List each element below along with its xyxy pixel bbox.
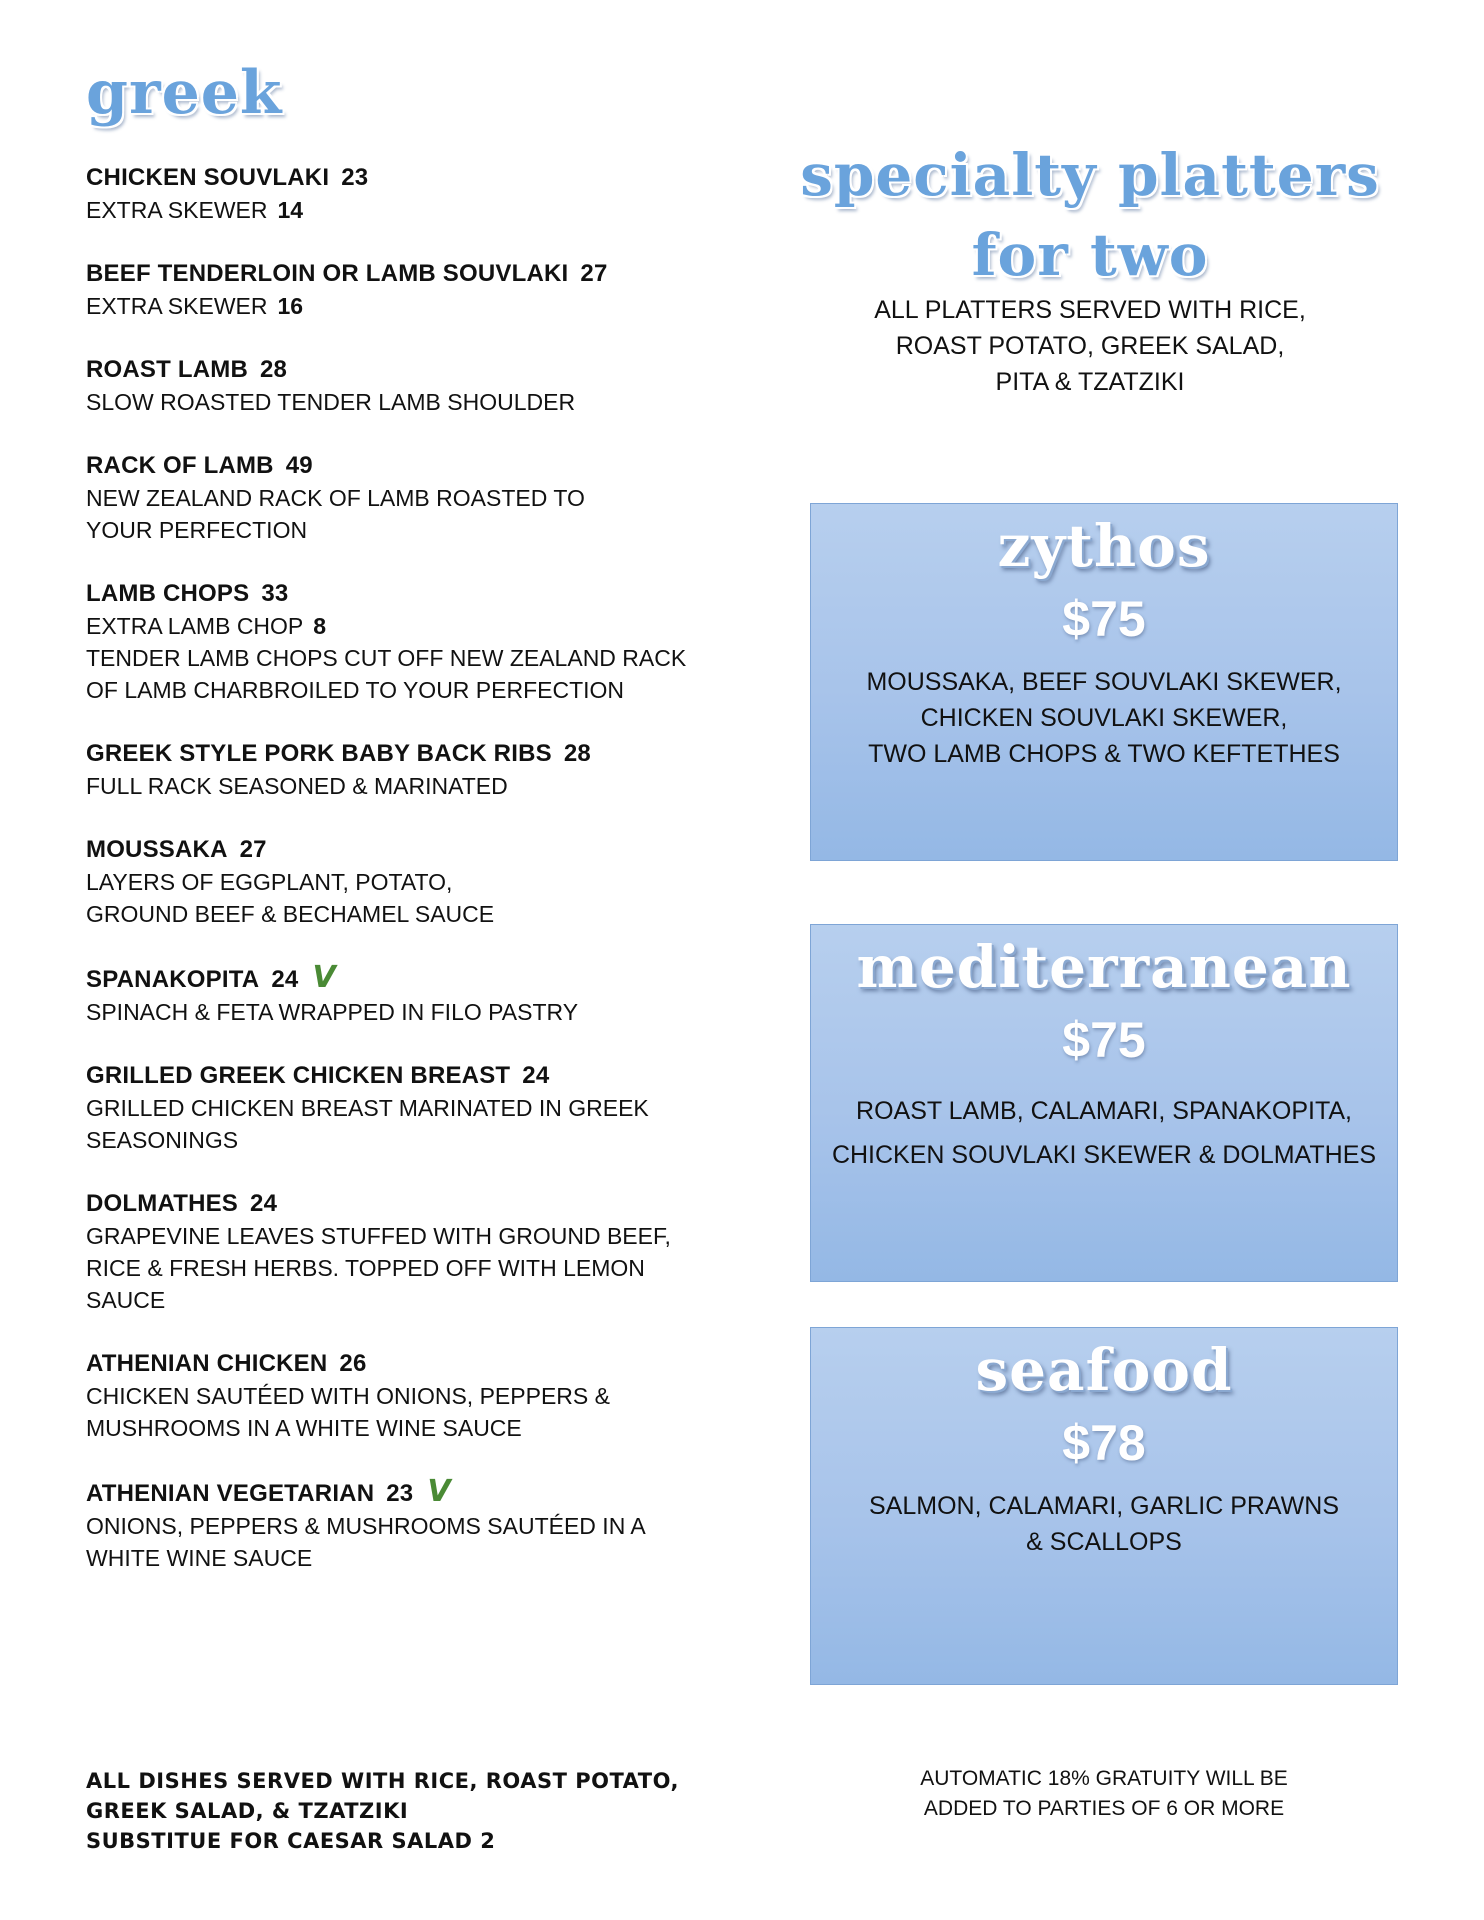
extra-price: 14 (277, 197, 304, 223)
menu-item-desc-line (86, 610, 706, 642)
menu-item-name (86, 962, 706, 996)
menu-item-desc-line (86, 1380, 706, 1412)
menu-item-price: 24 (522, 1062, 550, 1089)
gratuity-note (810, 1764, 1398, 1824)
menu-item-desc-line (86, 866, 706, 898)
menu-item-title: GRILLED GREEK CHICKEN BREAST (86, 1062, 511, 1089)
menu-item-description (86, 290, 706, 322)
menu-item-desc-text: GROUND BEEF & BECHAMEL SAUCE (86, 901, 495, 927)
menu-item-desc-text: CHICKEN SAUTÉED WITH ONIONS, PEPPERS & (86, 1383, 610, 1409)
menu-item-desc-line (86, 1220, 706, 1252)
menu-item-name (86, 258, 706, 290)
menu-item-name (86, 1348, 706, 1380)
menu-item-desc-line (86, 1284, 706, 1316)
menu-item-desc-text: MUSHROOMS IN A WHITE WINE SAUCE (86, 1415, 522, 1441)
menu-item (86, 1476, 706, 1574)
menu-item-price: 23 (386, 1480, 414, 1507)
menu-item-desc-line (86, 290, 706, 322)
menu-item (86, 450, 706, 546)
menu-item-title: GREEK STYLE PORK BABY BACK RIBS (86, 740, 552, 767)
menu-item-price: 23 (341, 164, 369, 191)
platter-name: zythos (997, 512, 1211, 580)
menu-item-desc-text: GRAPEVINE LEAVES STUFFED WITH GROUND BEEF, (86, 1223, 671, 1249)
menu-item-desc-text: SEASONINGS (86, 1127, 239, 1153)
platter-name: mediterranean (856, 933, 1352, 1001)
menu-item-name (86, 578, 706, 610)
menu-item (86, 1348, 706, 1444)
menu-item-price: 27 (239, 836, 267, 863)
menu-item-name (86, 1060, 706, 1092)
menu-item-title: ROAST LAMB (86, 356, 248, 383)
platter-desc-line: TWO LAMB CHOPS & TWO KEFTETHES (868, 740, 1340, 768)
menu-item-title: CHICKEN SOUVLAKI (86, 164, 330, 191)
platter-price: $75 (1062, 1012, 1146, 1068)
greek-menu-list (86, 162, 706, 1606)
platter-description (811, 664, 1397, 772)
menu-item-desc-line (86, 194, 706, 226)
menu-item (86, 354, 706, 418)
specialty-platters-title (800, 135, 1380, 295)
menu-item-desc-line (86, 996, 706, 1028)
menu-item-desc-line (86, 1542, 706, 1574)
menu-item-description (86, 1510, 706, 1574)
platter-price: $78 (1062, 1415, 1146, 1471)
footer-line: ALL DISHES SERVED WITH RICE, ROAST POTATO, (86, 1769, 679, 1793)
menu-item-desc-text: EXTRA LAMB CHOP (86, 613, 304, 639)
menu-item-desc-text: LAYERS OF EGGPLANT, POTATO, (86, 869, 453, 895)
menu-item-description (86, 386, 706, 418)
menu-item-title: MOUSSAKA (86, 836, 228, 863)
menu-item (86, 962, 706, 1028)
platter-price: $75 (1062, 591, 1146, 647)
platter-description (811, 1488, 1397, 1560)
platter-desc-line: CHICKEN SOUVLAKI SKEWER, (920, 704, 1288, 732)
footer-line: GREEK SALAD, & TZATZIKI (86, 1799, 409, 1823)
menu-item-desc-line (86, 1252, 706, 1284)
platter-description (811, 1089, 1397, 1177)
platter-name: seafood (975, 1336, 1233, 1404)
menu-item-title: LAMB CHOPS (86, 580, 250, 607)
menu-item-desc-text: WHITE WINE SAUCE (86, 1545, 313, 1571)
menu-item-desc-line (86, 1510, 706, 1542)
gratuity-line: AUTOMATIC 18% GRATUITY WILL BE (920, 1767, 1288, 1790)
dishes-served-note (86, 1766, 706, 1856)
menu-item-desc-line (86, 642, 706, 674)
platter-desc-line: SALMON, CALAMARI, GARLIC PRAWNS (869, 1492, 1339, 1520)
menu-item (86, 738, 706, 802)
menu-item-desc-text: TENDER LAMB CHOPS CUT OFF NEW ZEALAND RACK (86, 645, 687, 671)
menu-item-desc-text: SLOW ROASTED TENDER LAMB SHOULDER (86, 389, 576, 415)
menu-item-price: 24 (271, 966, 299, 993)
menu-item-description (86, 610, 706, 706)
menu-item-desc-text: GRILLED CHICKEN BREAST MARINATED IN GREEK (86, 1095, 649, 1121)
menu-item-desc-text: RICE & FRESH HERBS. TOPPED OFF WITH LEMON (86, 1255, 645, 1281)
extra-price: 8 (313, 613, 327, 639)
menu-item-name (86, 354, 706, 386)
menu-item (86, 834, 706, 930)
menu-item-desc-text: SAUCE (86, 1287, 166, 1313)
menu-item (86, 578, 706, 706)
menu-item-desc-line (86, 482, 706, 514)
platters-subtitle-line: ROAST POTATO, GREEK SALAD, (895, 332, 1285, 360)
platters-title-line: specialty platters (800, 141, 1380, 209)
menu-item-name (86, 834, 706, 866)
menu-item-title: SPANAKOPITA (86, 966, 260, 993)
menu-item-desc-line (86, 1092, 706, 1124)
menu-item-desc-text: EXTRA SKEWER (86, 293, 268, 319)
menu-item-name (86, 1188, 706, 1220)
menu-item (86, 258, 706, 322)
platters-subtitle-line: PITA & TZATZIKI (995, 368, 1185, 396)
platter-desc-line: ROAST LAMB, CALAMARI, SPANAKOPITA, (856, 1097, 1352, 1125)
platter-desc-line: MOUSSAKA, BEEF SOUVLAKI SKEWER, (866, 668, 1342, 696)
menu-item-title: BEEF TENDERLOIN OR LAMB SOUVLAKI (86, 260, 569, 287)
menu-item-title: DOLMATHES (86, 1190, 239, 1217)
menu-item-price: 49 (285, 452, 313, 479)
vegetarian-icon: V (312, 960, 336, 995)
menu-item-name (86, 162, 706, 194)
menu-item-desc-line (86, 386, 706, 418)
platter-box-mediterranean (810, 924, 1398, 1282)
menu-item-desc-text: SPINACH & FETA WRAPPED IN FILO PASTRY (86, 999, 579, 1025)
platters-subtitle-line: ALL PLATTERS SERVED WITH RICE, (874, 296, 1306, 324)
menu-item-description (86, 194, 706, 226)
menu-item-description (86, 996, 706, 1028)
menu-item-name (86, 450, 706, 482)
platters-title-line: for two (971, 221, 1209, 289)
menu-item-desc-text: FULL RACK SEASONED & MARINATED (86, 773, 508, 799)
footer-line: SUBSTITUE FOR CAESAR SALAD 2 (86, 1829, 496, 1853)
menu-item-desc-text: EXTRA SKEWER (86, 197, 268, 223)
menu-item-description (86, 482, 706, 546)
menu-item-desc-line (86, 1412, 706, 1444)
menu-item-price: 28 (259, 356, 288, 383)
menu-item-desc-line (86, 770, 706, 802)
menu-item-title: ATHENIAN VEGETARIAN (86, 1480, 375, 1507)
greek-section-title: greek (86, 58, 283, 128)
menu-item-description (86, 1092, 706, 1156)
menu-item-title: RACK OF LAMB (86, 452, 274, 479)
menu-item (86, 1188, 706, 1316)
menu-item (86, 162, 706, 226)
gratuity-line: ADDED TO PARTIES OF 6 OR MORE (923, 1797, 1285, 1820)
menu-item-desc-line (86, 1124, 706, 1156)
menu-item-price: 24 (250, 1190, 278, 1217)
menu-item-desc-text: OF LAMB CHARBROILED TO YOUR PERFECTION (86, 677, 625, 703)
menu-item-desc-text: ONIONS, PEPPERS & MUSHROOMS SAUTÉED IN A (86, 1513, 646, 1539)
vegetarian-icon: V (427, 1474, 451, 1509)
menu-item-price: 33 (261, 580, 289, 607)
menu-item-desc-line (86, 674, 706, 706)
menu-item-price: 28 (563, 740, 591, 767)
menu-item-desc-text: NEW ZEALAND RACK OF LAMB ROASTED TO (86, 485, 585, 511)
menu-item-name (86, 1476, 706, 1510)
menu-item-description (86, 1380, 706, 1444)
menu-item-description (86, 1220, 706, 1316)
menu-item-price: 26 (339, 1350, 367, 1377)
menu-item-name (86, 738, 706, 770)
platter-desc-line: & SCALLOPS (1026, 1528, 1182, 1556)
menu-item-title: ATHENIAN CHICKEN (86, 1350, 328, 1377)
menu-item-price: 27 (580, 260, 608, 287)
platter-desc-line: CHICKEN SOUVLAKI SKEWER & DOLMATHES (831, 1141, 1377, 1169)
platters-subtitle (800, 292, 1380, 400)
platter-box-seafood (810, 1327, 1398, 1685)
platter-box-zythos (810, 503, 1398, 861)
menu-item-description (86, 770, 706, 802)
extra-price: 16 (277, 293, 304, 319)
menu-item-desc-line (86, 898, 706, 930)
menu-item-description (86, 866, 706, 930)
menu-item-desc-text: YOUR PERFECTION (86, 517, 308, 543)
menu-item (86, 1060, 706, 1156)
menu-item-desc-line (86, 514, 706, 546)
